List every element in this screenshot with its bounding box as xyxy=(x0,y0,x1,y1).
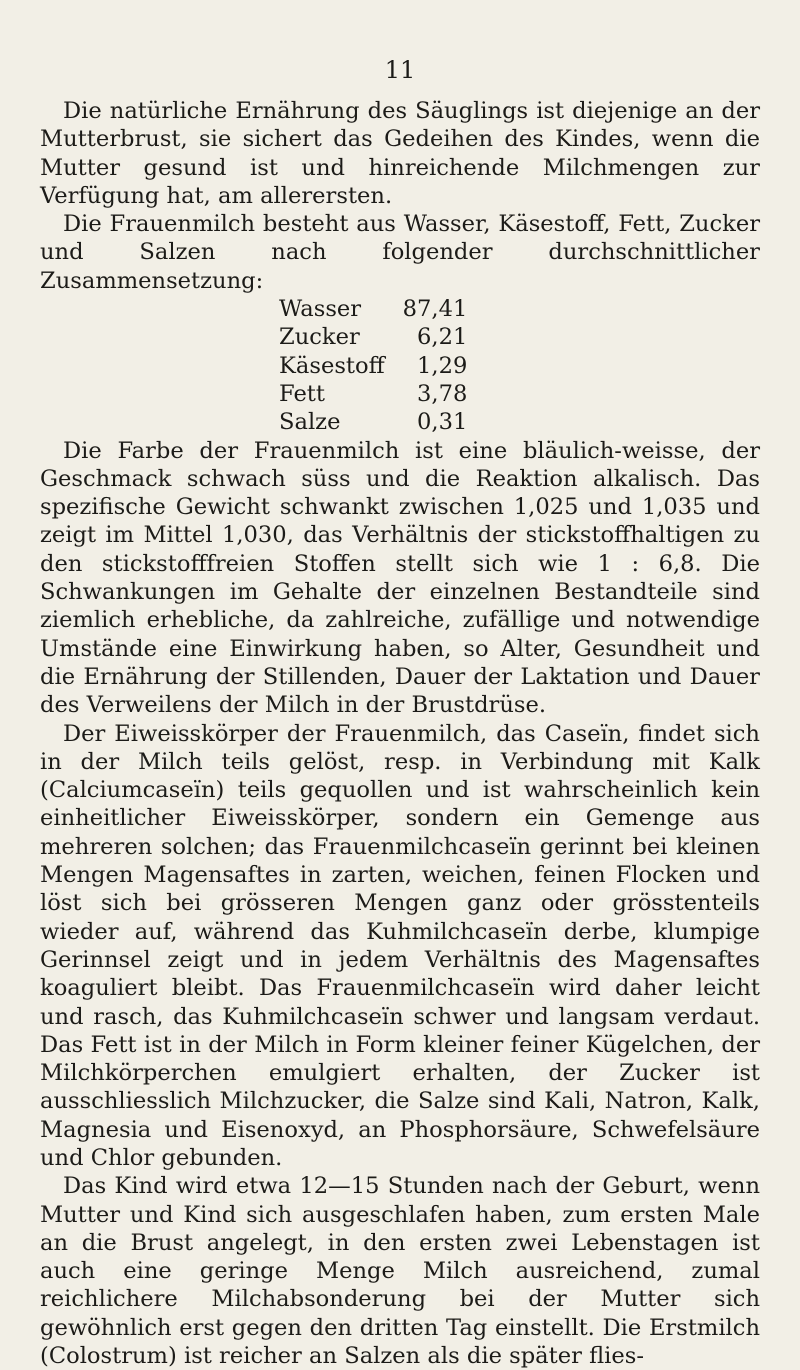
component-name: Fett xyxy=(279,380,325,407)
paragraph-first-nursing: Das Kind wird etwa 12—15 Stunden nach der Geburt, wenn Mutter und Kind sich ausgeschlafen haben, zum ersten Male an die Brust angelegt, in den ersten zwei Lebenstagen ist auch eine geringe Menge Milch ausreichend, zumal reichlichere Milchabsonderung bei der Mutter sich gewöhnlich erst gegen den dritten Tag einstellt. Die Erstmilch (Colostrum) ist reicher an Salzen als die später flies- xyxy=(40,1173,760,1370)
page-body xyxy=(40,97,760,1370)
component-name: Zucker xyxy=(279,324,360,351)
composition-row xyxy=(279,380,467,408)
composition-table xyxy=(279,295,467,436)
page-number: 11 xyxy=(384,56,416,84)
component-name: Salze xyxy=(279,409,341,436)
composition-row xyxy=(279,408,467,436)
composition-row xyxy=(279,352,467,380)
paragraph-protein-casein: Der Eiweisskörper der Frauenmilch, das Caseïn, findet sich in der Milch teils gelöst, resp. in Verbindung mit Kalk (Calciumcaseïn) teils gequollen und ist wahrscheinlich kein einheitlicher Eiweisskörper, sondern ein Gemenge aus mehreren solchen; das Frauenmilchcaseïn gerinnt bei kleinen Mengen Magensaftes in zarten, weichen, feinen Flocken und löst sich bei grösseren Mengen ganz oder grösstenteils wieder auf, während das Kuhmilchcaseïn derbe, klumpige Gerinnsel zeigt und in jedem Verhältnis des Magensaftes koaguliert bleibt. Das Frauenmilchcaseïn wird daher leicht und rasch, das Kuhmilchcaseïn schwer und langsam verdaut. Das Fett ist in der Milch in Form kleiner feiner Kügelchen, der Milchkörperchen emulgiert erhalten, der Zucker ist ausschliesslich Milchzucker, die Salze sind Kali, Natron, Kalk, Magnesia und Eisenoxyd, an Phosphorsäure, Schwefelsäure und Chlor gebunden. xyxy=(40,720,760,1171)
composition-row xyxy=(279,295,467,323)
paragraph-color-taste: Die Farbe der Frauenmilch ist eine bläulich-weisse, der Geschmack schwach süss und die Reaktion alkalisch. Das spezifische Gewicht schwankt zwischen 1,025 und 1,035 und zeigt im Mittel 1,030, das Verhältnis der stickstoffhaltigen zu den stickstofffreien Stoffen stellt sich wie 1 : 6,8. Die Schwankungen im Gehalte der einzelnen Bestandteile sind ziemlich erhebliche, da zahlreiche, zufällige und notwendige Umstände eine Einwirkung haben, so Alter, Gesundheit und die Ernährung der Stillenden, Dauer der Laktation und Dauer des Verweilens der Milch in der Brustdrüse. xyxy=(40,437,760,719)
paragraph-composition-intro: Die Frauenmilch besteht aus Wasser, Käsestoff, Fett, Zucker und Salzen nach folgender durchschnittlicher Zusammensetzung: xyxy=(40,211,760,294)
composition-row xyxy=(279,323,467,351)
component-value: 3,78 xyxy=(417,380,468,407)
paragraph-natural-nutrition: Die natürliche Ernährung des Säuglings ist diejenige an der Mutterbrust, sie sichert das Gedeihen des Kindes, wenn die Mutter gesund ist und hinreichende Milchmengen zur Verfügung hat, am allerersten. xyxy=(40,98,760,209)
component-value: 87,41 xyxy=(402,296,468,323)
component-name: Käsestoff xyxy=(279,352,385,379)
component-value: 6,21 xyxy=(417,324,468,351)
component-value: 1,29 xyxy=(417,352,468,379)
component-value: 0,31 xyxy=(417,409,468,436)
component-name: Wasser xyxy=(279,296,362,323)
